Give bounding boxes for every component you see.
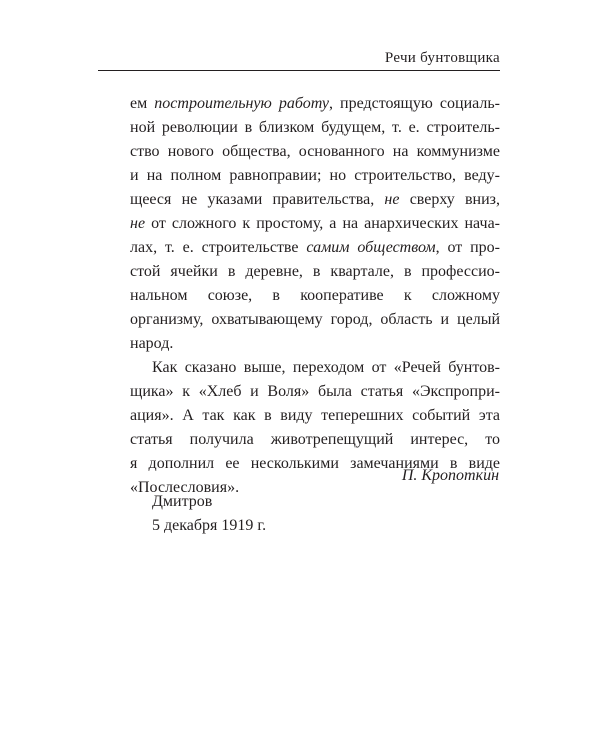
place: Дмитров bbox=[152, 493, 213, 510]
paragraph-1 bbox=[130, 92, 500, 356]
text-run: щееся не указами правительства, bbox=[130, 191, 385, 208]
text-line: и на полном равноправии; но строительство, веду- bbox=[130, 167, 500, 184]
text-run: от сложного к простому, а на анархических нача- bbox=[145, 215, 500, 232]
body-text bbox=[130, 92, 500, 500]
text-line: щика» к «Хлеб и Воля» была статья «Экспропри- bbox=[130, 383, 500, 400]
italic-phrase: не bbox=[384, 191, 400, 208]
text-line: ной революции в близком будущем, т. е. строитель- bbox=[130, 119, 500, 136]
place-date bbox=[152, 490, 266, 538]
text-line bbox=[130, 236, 500, 260]
text-run: сверху вниз, bbox=[399, 191, 500, 208]
text-run: ем bbox=[130, 95, 155, 112]
italic-phrase: не bbox=[130, 215, 146, 232]
text-line bbox=[130, 92, 500, 116]
text-run: , от про- bbox=[435, 239, 501, 256]
text-line: статья получила животрепещущий интерес, то bbox=[130, 431, 500, 448]
italic-phrase: построительную работу bbox=[154, 95, 329, 112]
text-line: ация». А так как в виду теперешних событий эта bbox=[130, 407, 500, 424]
date: 5 декабря 1919 г. bbox=[152, 517, 267, 534]
text-run: , предстоящую социаль- bbox=[328, 95, 500, 112]
header-rule bbox=[98, 70, 500, 71]
text-line: нальном союзе, в кооперативе к сложному bbox=[130, 287, 500, 304]
text-line: я дополнил ее несколькими замечаниями в виде bbox=[130, 455, 500, 472]
text-line: народ. bbox=[130, 335, 174, 352]
italic-phrase: самим обществом bbox=[306, 239, 436, 256]
text-line: ство нового общества, основанного на коммунизме bbox=[130, 143, 500, 160]
text-line bbox=[130, 188, 500, 212]
text-line: стой ячейки в деревне, в квартале, в профессио- bbox=[130, 263, 500, 280]
text-line bbox=[130, 212, 500, 236]
text-run: лах, т. е. строительстве bbox=[130, 239, 307, 256]
text-line: «Послесловия». bbox=[130, 479, 240, 496]
running-header: Речи бунтовщика bbox=[384, 50, 500, 66]
text-line: организму, охватывающему город, область и целый bbox=[130, 311, 500, 328]
author-signature: П. Кропоткин bbox=[401, 467, 499, 484]
text-line: Как сказано выше, переходом от «Речей бунтов- bbox=[152, 359, 500, 376]
